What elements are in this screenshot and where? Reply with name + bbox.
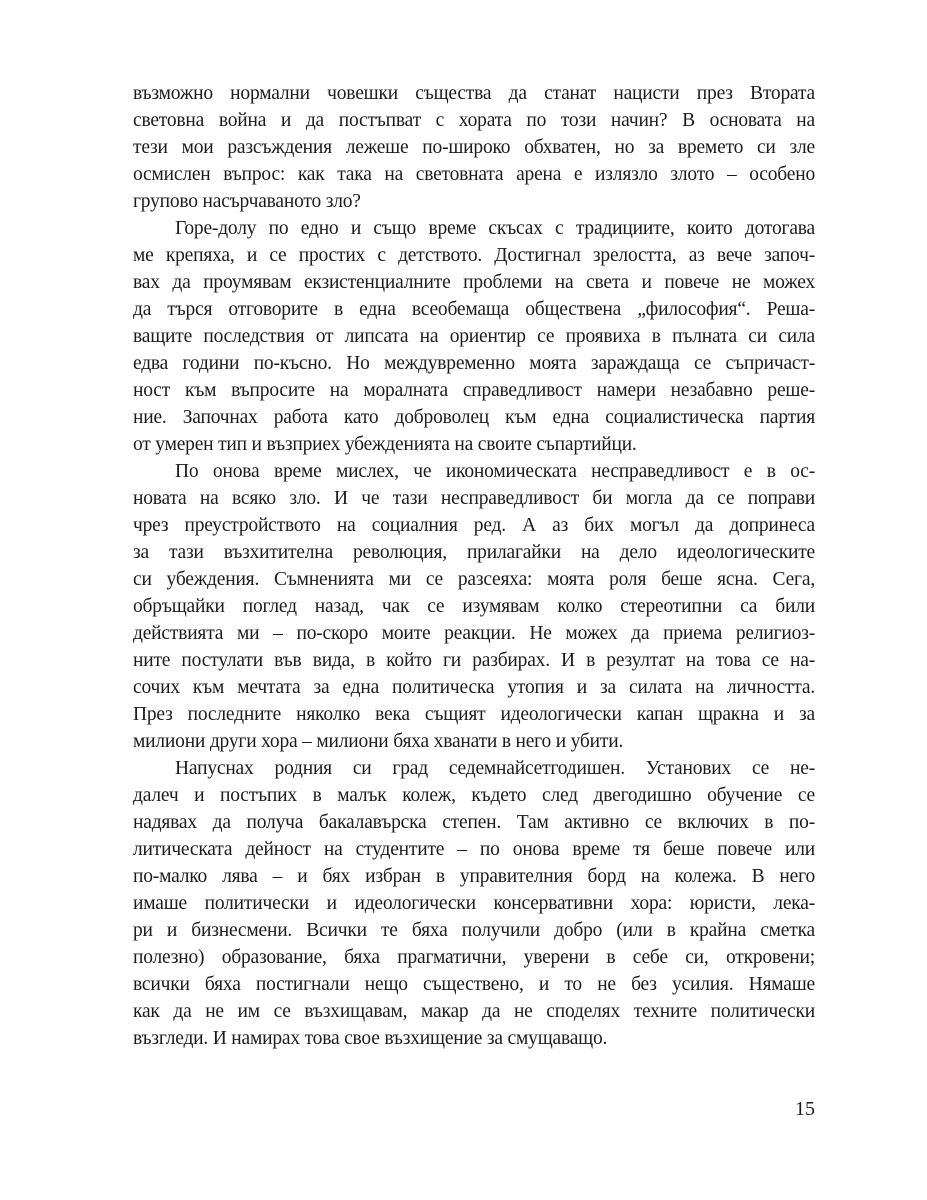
text-line: световна война и да постъпват с хората по този начин? В основата на bbox=[133, 110, 815, 131]
page-number: 15 bbox=[795, 1098, 815, 1120]
text-line: от умерен тип и възприех убежденията на своите съпартийци. bbox=[133, 434, 637, 455]
text-line: новата на всяко зло. И че тази несправедливост би могла да се поправи bbox=[133, 488, 815, 509]
text-line: ност към въпросите на моралната справедливост намери незабавно реше- bbox=[133, 380, 815, 401]
text-line: милиони други хора – милиони бяха хванати в него и убити. bbox=[133, 731, 624, 752]
text-line: полезно) образование, бяха прагматични, уверени в себе си, откровени; bbox=[133, 947, 815, 968]
text-line: ме крепяха, и се простих с детството. Достигнал зрелостта, аз вече започ- bbox=[133, 245, 815, 266]
text-line: едва години по-късно. Но междувременно моята зараждаща се съпричаст- bbox=[133, 353, 815, 374]
paragraph bbox=[133, 215, 815, 458]
text-line: възгледи. И намирах това свое възхищение за смущаващо. bbox=[133, 1028, 608, 1049]
text-line: как да не им се възхищавам, макар да не споделях техните политически bbox=[133, 1001, 815, 1022]
text-line: литическата дейност на студентите – по онова време тя беше повече или bbox=[133, 839, 815, 860]
text-line: далеч и постъпих в малък колеж, където след двегодишно обучение се bbox=[133, 785, 815, 806]
text-line: групово насърчаваното зло? bbox=[133, 191, 361, 212]
text-line: всички бяха постигнали нещо съществено, и то не без усилия. Нямаше bbox=[133, 974, 815, 995]
text-line: По онова време мислех, че икономическата несправедливост е в ос- bbox=[175, 461, 815, 482]
text-line: сочих към мечтата за една политическа утопия и за силата на личността. bbox=[133, 677, 815, 698]
text-line: действията ми – по-скоро моите реакции. Не можех да приема религиоз- bbox=[133, 623, 815, 644]
text-line: Напуснах родния си град седемнайсетгодишен. Установих се не- bbox=[175, 758, 815, 779]
text-line: си убеждения. Съмненията ми се разсеяха: моята роля беше ясна. Сега, bbox=[133, 569, 815, 590]
text-line: Горе-долу по едно и също време скъсах с традициите, които дотогава bbox=[175, 218, 815, 239]
text-line: ващите последствия от липсата на ориентир се проявиха в пълната си сила bbox=[133, 326, 815, 347]
text-line: надявах да получа бакалавърска степен. Там активно се включих в по- bbox=[133, 812, 815, 833]
text-line: чрез преустройството на социалния ред. А аз бих могъл да допринеса bbox=[133, 515, 815, 536]
text-line: През последните няколко века същият идеологически капан щракна и за bbox=[133, 704, 815, 725]
text-line: възможно нормални човешки същества да станат нацисти през Втората bbox=[133, 83, 815, 104]
text-line: ри и бизнесмени. Всички те бяха получили добро (или в крайна сметка bbox=[133, 920, 815, 941]
text-line: тези мои разсъждения лежеше по-широко обхватен, но за времето си зле bbox=[133, 137, 815, 158]
text-line: вах да проумявам екзистенциалните проблеми на света и повече не можех bbox=[133, 272, 815, 293]
text-line: да търся отговорите в една всеобемаща обществена „философия“. Реша- bbox=[133, 299, 815, 320]
text-line: по-малко лява – и бях избран в управителния борд на колежа. В него bbox=[133, 866, 815, 887]
paragraph bbox=[133, 80, 815, 215]
text-line: ние. Започнах работа като доброволец към една социалистическа партия bbox=[133, 407, 815, 428]
paragraph bbox=[133, 458, 815, 755]
text-line: осмислен въпрос: как така на световната арена е излязло злото – особено bbox=[133, 164, 815, 185]
text-line: ните постулати във вида, в който ги разбирах. И в резултат на това се на- bbox=[133, 650, 815, 671]
text-line: за тази възхитителна революция, прилагайки на дело идеологическите bbox=[133, 542, 815, 563]
paragraph bbox=[133, 755, 815, 1052]
text-line: имаше политически и идеологически консервативни хора: юристи, лека- bbox=[133, 893, 815, 914]
text-line: обръщайки поглед назад, чак се изумявам колко стереотипни са били bbox=[133, 596, 815, 617]
body-text bbox=[133, 80, 815, 1052]
